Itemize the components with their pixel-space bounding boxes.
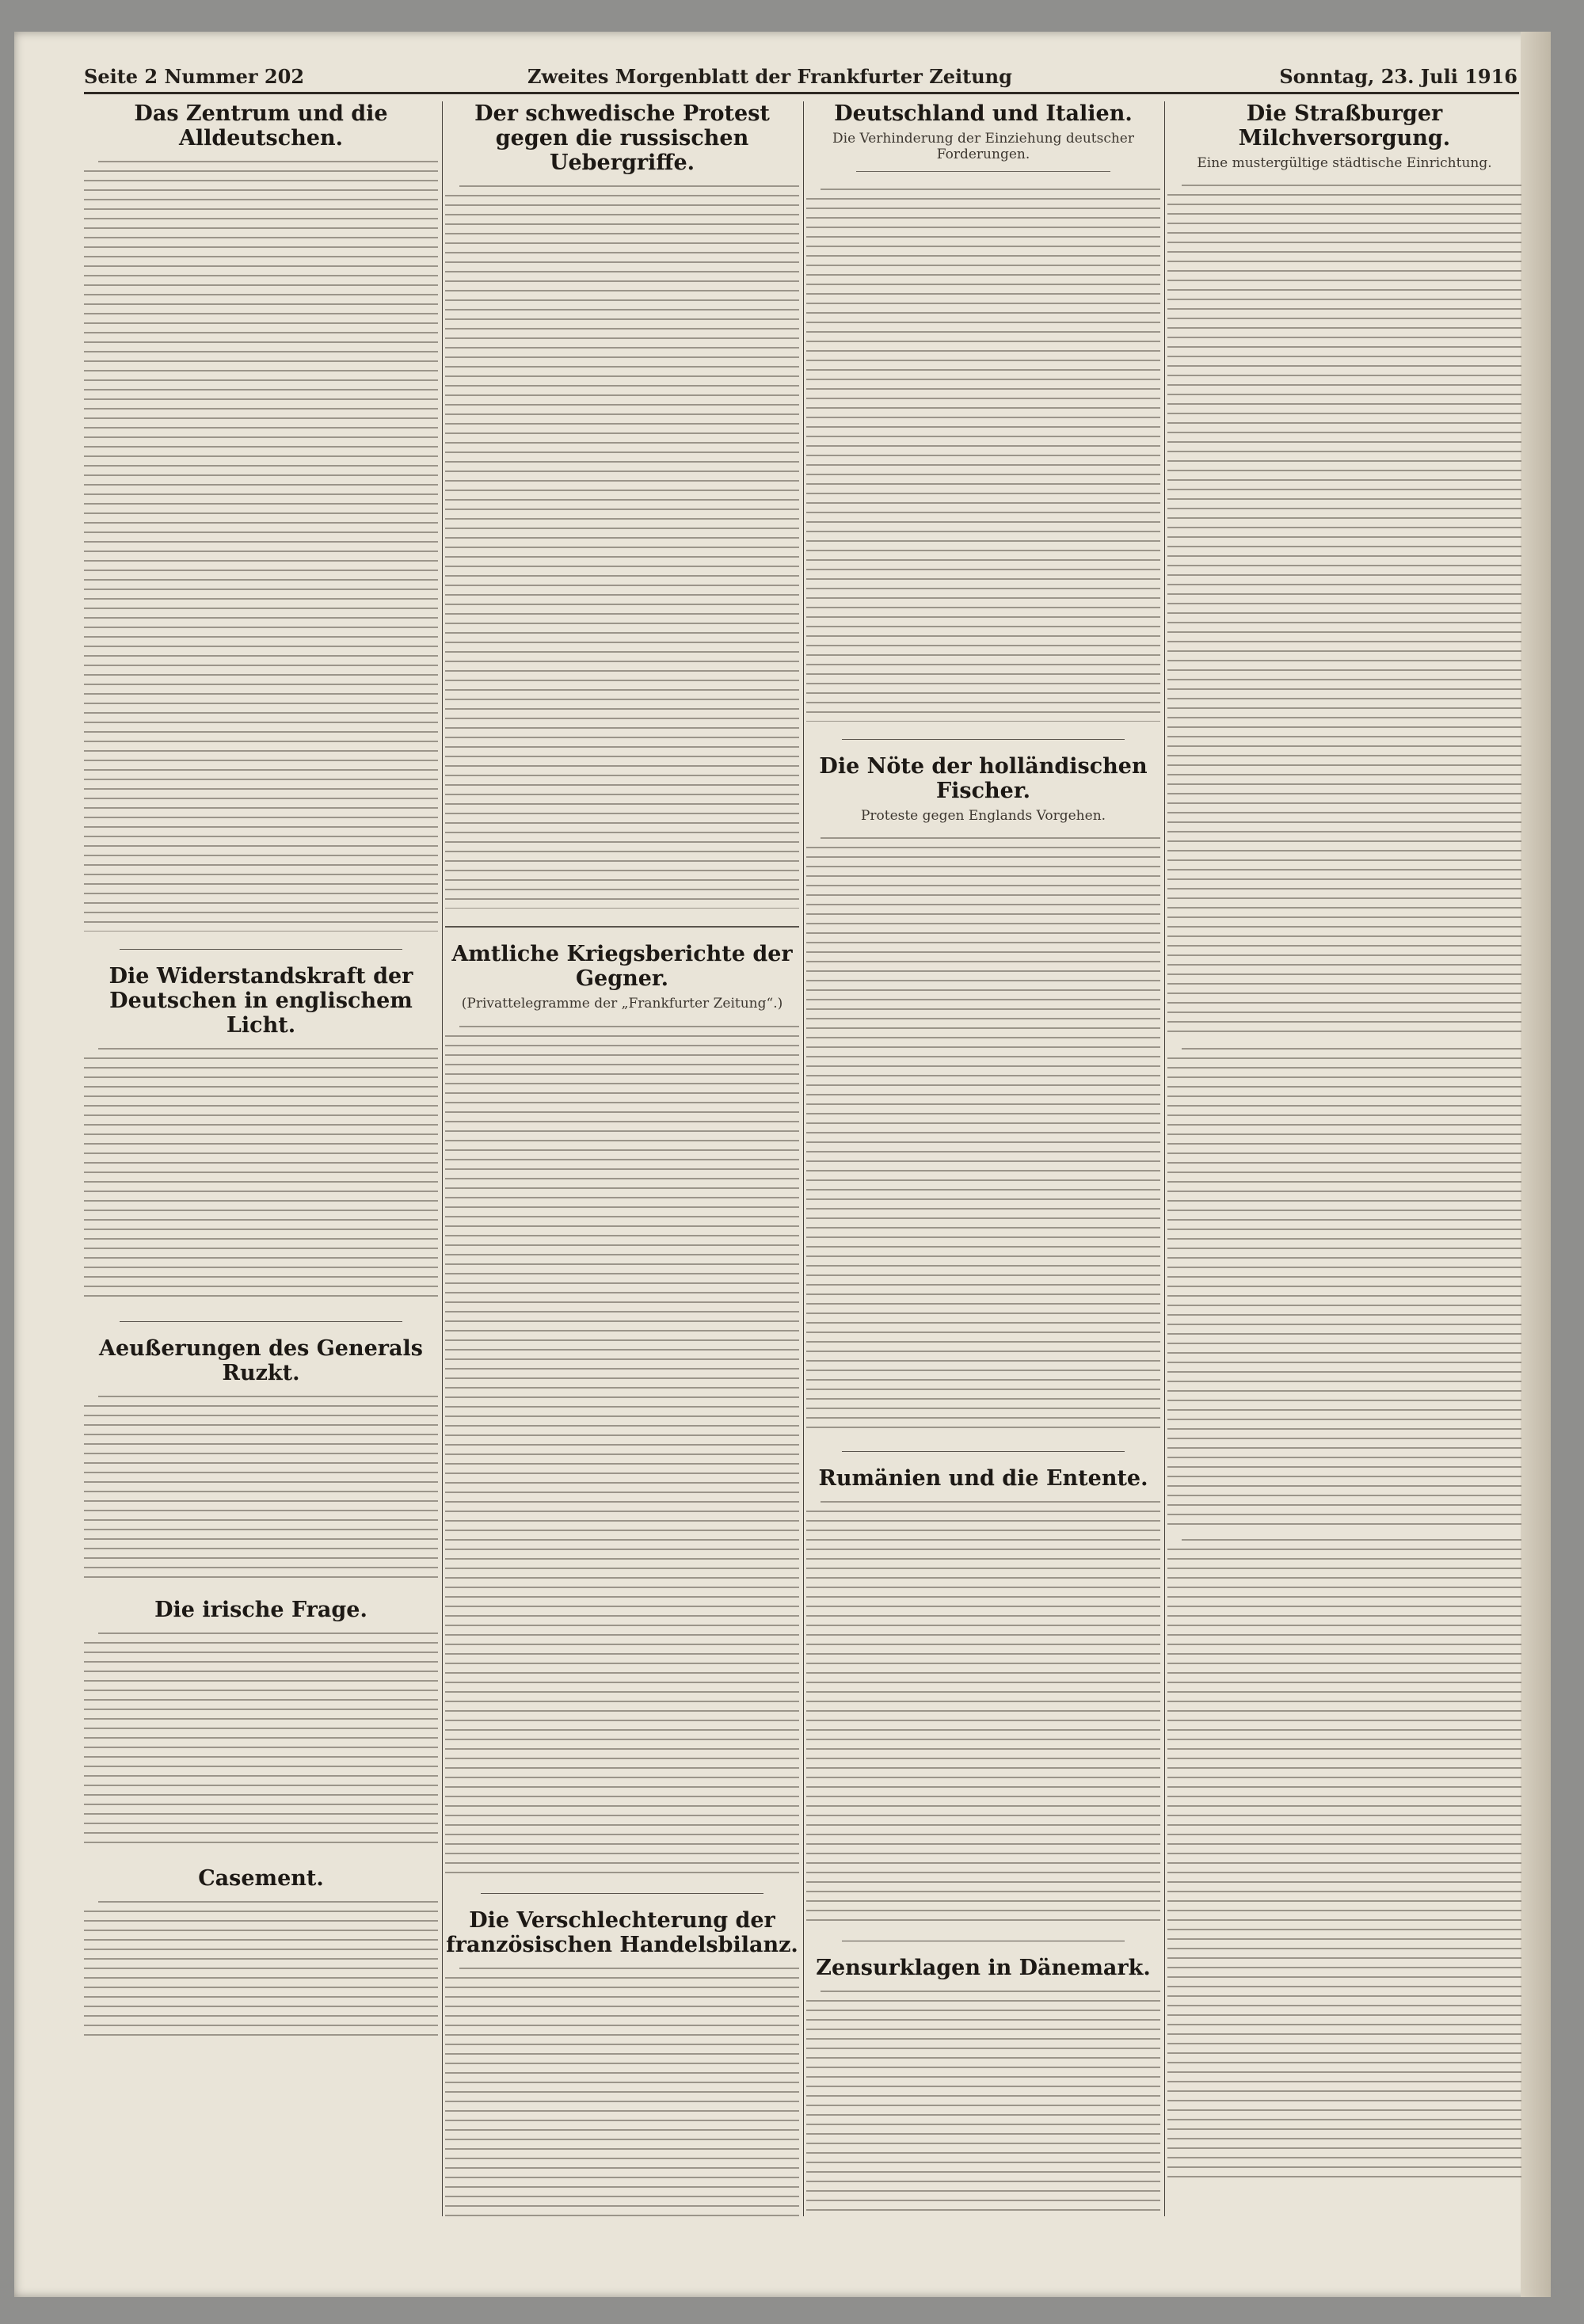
article-body-text bbox=[1167, 1042, 1521, 1526]
article-title: Die Widerstandskraft der Deutschen in englischem Licht. bbox=[109, 964, 413, 1038]
article-body-text bbox=[1167, 179, 1521, 1034]
column-3 bbox=[806, 101, 1160, 2216]
article-body-text bbox=[445, 1020, 799, 1876]
article-title: Deutschland und Italien. bbox=[834, 101, 1133, 126]
article-title: Die Straßburger Milchversorgung. bbox=[1238, 101, 1451, 151]
section-divider bbox=[120, 1321, 403, 1322]
article-casement bbox=[84, 1866, 438, 2038]
article-deutschland-italien bbox=[806, 101, 1160, 722]
section-divider bbox=[481, 1893, 764, 1894]
page-header-right: Sonntag, 23. Juli 1916 bbox=[1279, 65, 1517, 88]
article-body-text bbox=[1167, 1533, 1521, 2183]
article-subtitle: (Privattelegramme der „Frankfurter Zeitung“.) bbox=[461, 996, 783, 1012]
article-body-text bbox=[806, 183, 1160, 722]
article-title: Die Verschlechterung der französischen Handelsbilanz. bbox=[446, 1907, 798, 1957]
page-header-left: Seite 2 Nummer 202 bbox=[84, 65, 305, 88]
article-body-text bbox=[84, 1390, 438, 1580]
article-amtliche-kriegsberichte bbox=[445, 942, 799, 1875]
article-title: Casement. bbox=[198, 1866, 324, 1892]
article-body-text bbox=[445, 180, 799, 909]
article-body-text bbox=[806, 1495, 1160, 1923]
article-zensurklagen-daenemark bbox=[806, 1956, 1160, 2216]
section-divider bbox=[445, 926, 799, 928]
article-title: Der schwedische Protest gegen die russischen Uebergriffe. bbox=[474, 101, 770, 176]
page-gutter bbox=[1521, 32, 1551, 2297]
section-divider bbox=[842, 739, 1125, 740]
article-title: Das Zentrum und die Alldeutschen. bbox=[134, 101, 388, 151]
page-header-center: Zweites Morgenblatt der Frankfurter Zeitung bbox=[527, 65, 1012, 88]
section-divider bbox=[120, 949, 403, 950]
article-body-text bbox=[84, 155, 438, 932]
article-subtitle: Proteste gegen Englands Vorgehen. bbox=[860, 807, 1106, 824]
subheading-divider bbox=[856, 171, 1111, 172]
article-generals-ruzkt bbox=[84, 1336, 438, 1580]
article-title: Zensurklagen in Dänemark. bbox=[816, 1956, 1151, 1981]
article-schwedischer-protest bbox=[445, 101, 799, 909]
header-divider bbox=[84, 92, 1519, 94]
column-1 bbox=[84, 101, 438, 2216]
column-2 bbox=[445, 101, 799, 2216]
article-body-text bbox=[806, 1985, 1160, 2216]
section-divider bbox=[842, 1451, 1125, 1452]
article-subtitle: Eine mustergültige städtische Einrichtung. bbox=[1197, 155, 1492, 172]
article-title: Aeußerungen des Generals Ruzkt. bbox=[99, 1336, 423, 1386]
article-hollaendische-fischer bbox=[806, 754, 1160, 1434]
column-divider-2 bbox=[803, 101, 804, 2216]
newspaper-page bbox=[14, 32, 1551, 2297]
article-body-text bbox=[84, 1627, 438, 1849]
article-title: Rumänien und die Entente. bbox=[818, 1466, 1148, 1492]
article-franzoesische-handelsbilanz bbox=[445, 1908, 799, 2216]
article-title: Die Nöte der holländischen Fischer. bbox=[819, 753, 1148, 803]
article-body-text bbox=[445, 1962, 799, 2216]
column-divider-1 bbox=[442, 101, 443, 2216]
article-title: Amtliche Kriegsberichte der Gegner. bbox=[451, 942, 793, 992]
article-rumaenien-entente bbox=[806, 1466, 1160, 1923]
column-divider-3 bbox=[1164, 101, 1165, 2216]
article-widerstandskraft bbox=[84, 964, 438, 1304]
article-irische-frage bbox=[84, 1598, 438, 1849]
article-strassburger-milchversorgung bbox=[1167, 101, 1521, 2183]
page-header bbox=[84, 65, 1517, 89]
article-zentrum-alldeutschen bbox=[84, 101, 438, 932]
article-body-text bbox=[84, 1895, 438, 2038]
article-subtitle: Die Verhinderung der Einziehung deutscher Forderungen. bbox=[832, 131, 1134, 163]
column-4 bbox=[1167, 101, 1521, 2216]
article-body-text bbox=[84, 1042, 438, 1304]
article-body-text bbox=[806, 832, 1160, 1434]
article-title: Die irische Frage. bbox=[154, 1598, 367, 1623]
